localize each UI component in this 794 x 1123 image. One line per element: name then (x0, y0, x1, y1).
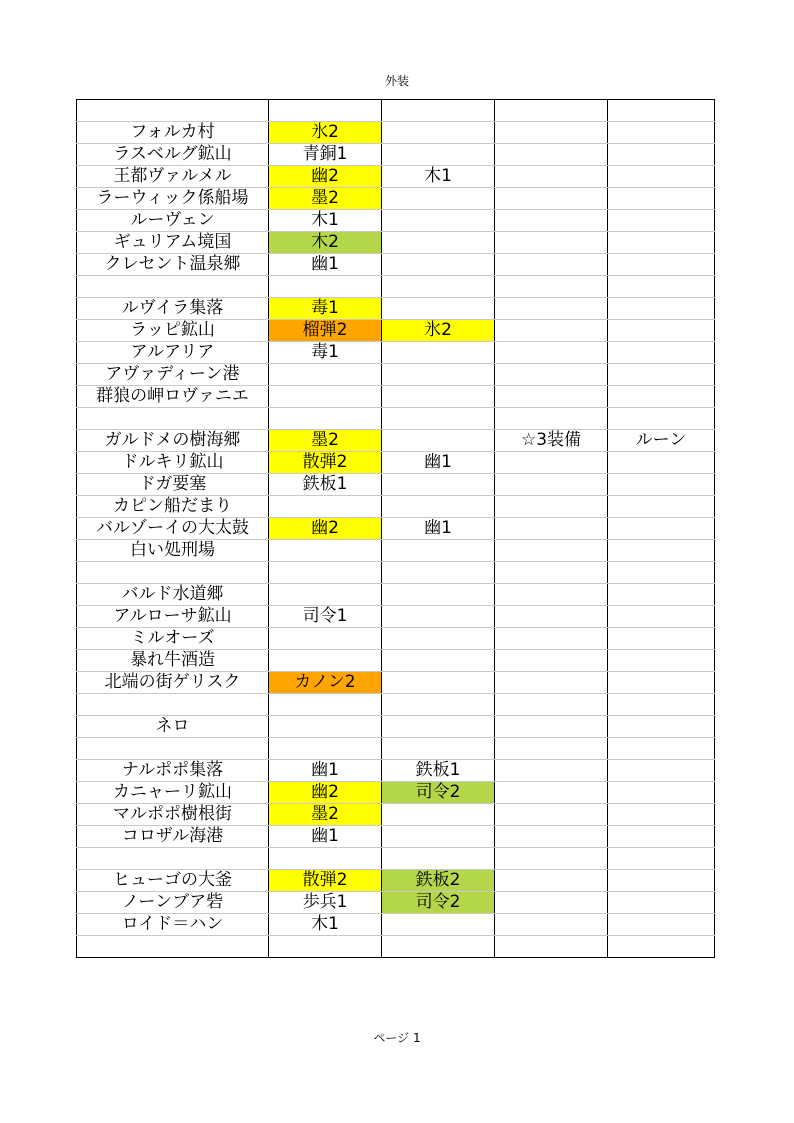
value-cell[interactable] (382, 430, 495, 452)
table-row (77, 276, 715, 298)
value-cell[interactable] (608, 870, 715, 892)
table-row (77, 562, 715, 584)
table-row (77, 364, 715, 386)
value-cell[interactable] (495, 540, 608, 562)
value-cell[interactable] (495, 804, 608, 826)
value-cell[interactable] (495, 650, 608, 672)
value-cell[interactable] (495, 452, 608, 474)
value-cell[interactable] (608, 694, 715, 716)
value-cell[interactable]: 毒1 (269, 298, 382, 320)
value-cell[interactable]: 青銅1 (269, 144, 382, 166)
value-cell[interactable] (382, 936, 495, 958)
value-cell[interactable] (495, 276, 608, 298)
value-cell[interactable] (382, 650, 495, 672)
value-cell[interactable] (608, 936, 715, 958)
location-name-cell[interactable]: ラッピ鉱山 (77, 320, 269, 342)
value-cell[interactable] (608, 562, 715, 584)
value-cell[interactable] (495, 166, 608, 188)
value-cell[interactable] (495, 210, 608, 232)
table-row (77, 694, 715, 716)
value-cell[interactable] (495, 518, 608, 540)
value-cell[interactable] (495, 628, 608, 650)
value-cell[interactable] (495, 188, 608, 210)
value-cell[interactable] (608, 914, 715, 936)
value-cell[interactable] (269, 936, 382, 958)
value-cell[interactable] (608, 386, 715, 408)
value-cell[interactable] (608, 452, 715, 474)
location-name-cell[interactable]: アルローサ鉱山 (77, 606, 269, 628)
location-name-cell[interactable]: ミルオーズ (77, 628, 269, 650)
table-row (77, 672, 715, 694)
value-cell[interactable] (269, 562, 382, 584)
table-row (77, 540, 715, 562)
location-name-cell[interactable]: カニャーリ鉱山 (77, 782, 269, 804)
location-name-cell[interactable]: クレセント温泉郷 (77, 254, 269, 276)
table-row (77, 628, 715, 650)
location-name-cell[interactable]: ナルポポ集落 (77, 760, 269, 782)
value-cell[interactable] (495, 144, 608, 166)
value-cell[interactable] (269, 848, 382, 870)
value-cell[interactable]: ☆3装備 (495, 430, 608, 452)
value-cell[interactable]: 司令1 (269, 606, 382, 628)
value-cell[interactable]: 毒1 (269, 342, 382, 364)
location-name-cell[interactable] (77, 408, 269, 430)
value-cell[interactable] (608, 584, 715, 606)
value-cell[interactable] (608, 892, 715, 914)
table-row (77, 320, 715, 342)
value-cell[interactable]: 鉄板1 (382, 760, 495, 782)
value-cell[interactable] (269, 408, 382, 430)
table-row (77, 826, 715, 848)
value-cell[interactable] (495, 694, 608, 716)
table-row (77, 100, 715, 122)
value-cell[interactable]: 幽2 (269, 518, 382, 540)
value-cell[interactable] (495, 848, 608, 870)
value-cell[interactable] (382, 848, 495, 870)
value-cell[interactable] (608, 760, 715, 782)
value-cell[interactable] (382, 738, 495, 760)
value-cell[interactable]: 幽2 (269, 166, 382, 188)
value-cell[interactable] (495, 232, 608, 254)
value-cell[interactable]: 幽1 (269, 254, 382, 276)
value-cell[interactable] (382, 562, 495, 584)
location-name-cell[interactable]: ヒューゴの大釜 (77, 870, 269, 892)
value-cell[interactable] (269, 540, 382, 562)
value-cell[interactable]: 榴弾2 (269, 320, 382, 342)
table-row (77, 452, 715, 474)
location-name-cell[interactable]: ドガ要塞 (77, 474, 269, 496)
value-cell[interactable] (495, 562, 608, 584)
location-name-cell[interactable]: 北端の街ゲリスク (77, 672, 269, 694)
table-row (77, 496, 715, 518)
value-cell[interactable] (382, 386, 495, 408)
value-cell[interactable] (495, 342, 608, 364)
value-cell[interactable]: ルーン (608, 430, 715, 452)
table-row (77, 914, 715, 936)
table-row (77, 870, 715, 892)
value-cell[interactable]: 氷2 (382, 320, 495, 342)
value-cell[interactable] (269, 716, 382, 738)
value-cell[interactable] (608, 474, 715, 496)
value-cell[interactable] (382, 826, 495, 848)
value-cell[interactable]: 木2 (269, 232, 382, 254)
value-cell[interactable] (495, 870, 608, 892)
value-cell[interactable] (608, 232, 715, 254)
value-cell[interactable] (382, 364, 495, 386)
value-cell[interactable] (495, 122, 608, 144)
location-name-cell[interactable]: ノーンブア砦 (77, 892, 269, 914)
location-name-cell[interactable] (77, 562, 269, 584)
value-cell[interactable] (608, 628, 715, 650)
value-cell[interactable] (495, 672, 608, 694)
location-name-cell[interactable] (77, 936, 269, 958)
value-cell[interactable]: 鉄板2 (382, 870, 495, 892)
value-cell[interactable] (608, 518, 715, 540)
value-cell[interactable] (382, 232, 495, 254)
table-row (77, 892, 715, 914)
value-cell[interactable] (608, 188, 715, 210)
value-cell[interactable] (608, 716, 715, 738)
value-cell[interactable]: 木1 (382, 166, 495, 188)
value-cell[interactable] (269, 276, 382, 298)
location-name-cell[interactable]: カピン船だまり (77, 496, 269, 518)
value-cell[interactable] (382, 144, 495, 166)
table-row (77, 144, 715, 166)
value-cell[interactable] (608, 606, 715, 628)
value-cell[interactable] (608, 826, 715, 848)
table-row (77, 782, 715, 804)
table-row (77, 738, 715, 760)
value-cell[interactable] (608, 540, 715, 562)
value-cell[interactable]: 墨2 (269, 188, 382, 210)
table-row (77, 584, 715, 606)
value-cell[interactable]: 墨2 (269, 430, 382, 452)
value-cell[interactable] (495, 914, 608, 936)
value-cell[interactable] (495, 760, 608, 782)
value-cell[interactable] (495, 100, 608, 122)
value-cell[interactable] (495, 892, 608, 914)
location-name-cell[interactable]: 暴れ牛酒造 (77, 650, 269, 672)
value-cell[interactable] (382, 540, 495, 562)
location-name-cell[interactable] (77, 848, 269, 870)
location-name-cell[interactable]: コロザル海港 (77, 826, 269, 848)
table-row (77, 122, 715, 144)
value-cell[interactable] (608, 100, 715, 122)
page-footer: ページ 1 (373, 1031, 421, 1045)
value-cell[interactable] (495, 320, 608, 342)
value-cell[interactable]: 散弾2 (269, 452, 382, 474)
value-cell[interactable]: 木1 (269, 914, 382, 936)
table-row (77, 936, 715, 958)
table-row (77, 474, 715, 496)
value-cell[interactable]: 散弾2 (269, 870, 382, 892)
value-cell[interactable] (495, 826, 608, 848)
table-row (77, 232, 715, 254)
value-cell[interactable]: 司令2 (382, 782, 495, 804)
value-cell[interactable] (269, 738, 382, 760)
value-cell[interactable] (495, 716, 608, 738)
value-cell[interactable] (269, 496, 382, 518)
value-cell[interactable] (382, 474, 495, 496)
table-row (77, 254, 715, 276)
location-name-cell[interactable]: 白い処刑場 (77, 540, 269, 562)
location-name-cell[interactable]: ルーヴェン (77, 210, 269, 232)
value-cell[interactable] (382, 628, 495, 650)
value-cell[interactable] (382, 914, 495, 936)
location-name-cell[interactable] (77, 694, 269, 716)
location-name-cell[interactable]: ルヴイラ集落 (77, 298, 269, 320)
value-cell[interactable]: 幽1 (269, 760, 382, 782)
value-cell[interactable] (608, 342, 715, 364)
table-row (77, 386, 715, 408)
value-cell[interactable] (382, 694, 495, 716)
value-cell[interactable] (608, 364, 715, 386)
value-cell[interactable] (382, 100, 495, 122)
table-row (77, 650, 715, 672)
table-body (77, 100, 715, 958)
location-name-cell[interactable] (77, 738, 269, 760)
value-cell[interactable]: 氷2 (269, 122, 382, 144)
value-cell[interactable] (269, 100, 382, 122)
value-cell[interactable] (382, 254, 495, 276)
value-cell[interactable] (495, 364, 608, 386)
table-row (77, 760, 715, 782)
table-row (77, 804, 715, 826)
value-cell[interactable] (495, 782, 608, 804)
location-name-cell[interactable]: ネロ (77, 716, 269, 738)
value-cell[interactable] (608, 122, 715, 144)
value-cell[interactable] (608, 804, 715, 826)
location-name-cell[interactable]: ロイド＝ハン (77, 914, 269, 936)
location-name-cell[interactable]: ラーウィック係船場 (77, 188, 269, 210)
spreadsheet-table (76, 99, 715, 958)
table-row (77, 188, 715, 210)
value-cell[interactable] (608, 408, 715, 430)
location-name-cell[interactable]: マルポポ樹根街 (77, 804, 269, 826)
value-cell[interactable] (269, 386, 382, 408)
value-cell[interactable] (608, 210, 715, 232)
location-name-cell[interactable]: ラスベルグ鉱山 (77, 144, 269, 166)
location-name-cell[interactable]: バルゾーイの大太鼓 (77, 518, 269, 540)
value-cell[interactable] (608, 320, 715, 342)
page-header: 外装 (384, 74, 409, 88)
value-cell[interactable] (382, 188, 495, 210)
location-name-cell[interactable]: 王都ヴァルメル (77, 166, 269, 188)
value-cell[interactable] (382, 606, 495, 628)
location-name-cell[interactable]: フォルカ村 (77, 122, 269, 144)
value-cell[interactable] (382, 122, 495, 144)
location-name-cell[interactable]: ギュリアム境国 (77, 232, 269, 254)
value-cell[interactable] (382, 804, 495, 826)
location-name-cell[interactable]: ドルキリ鉱山 (77, 452, 269, 474)
table-row (77, 606, 715, 628)
table-row (77, 518, 715, 540)
value-cell[interactable] (608, 496, 715, 518)
location-name-cell[interactable]: アヴァディーン港 (77, 364, 269, 386)
value-cell[interactable]: 鉄板1 (269, 474, 382, 496)
value-cell[interactable] (495, 474, 608, 496)
value-cell[interactable]: 幽1 (382, 452, 495, 474)
value-cell[interactable] (608, 298, 715, 320)
value-cell[interactable] (495, 936, 608, 958)
location-name-cell[interactable]: 群狼の岬ロヴァニエ (77, 386, 269, 408)
value-cell[interactable] (495, 298, 608, 320)
value-cell[interactable] (269, 694, 382, 716)
value-cell[interactable]: 司令2 (382, 892, 495, 914)
table-row (77, 716, 715, 738)
value-cell[interactable] (495, 254, 608, 276)
value-cell[interactable] (608, 650, 715, 672)
value-cell[interactable] (382, 276, 495, 298)
value-cell[interactable] (495, 606, 608, 628)
table-row (77, 430, 715, 452)
value-cell[interactable] (382, 298, 495, 320)
value-cell[interactable] (495, 496, 608, 518)
table-row (77, 298, 715, 320)
table-row (77, 342, 715, 364)
location-name-cell[interactable] (77, 100, 269, 122)
value-cell[interactable] (608, 672, 715, 694)
value-cell[interactable] (269, 584, 382, 606)
value-cell[interactable]: 幽1 (382, 518, 495, 540)
value-cell[interactable]: 幽1 (269, 826, 382, 848)
value-cell[interactable] (382, 584, 495, 606)
value-cell[interactable] (608, 144, 715, 166)
value-cell[interactable]: 幽2 (269, 782, 382, 804)
value-cell[interactable]: 墨2 (269, 804, 382, 826)
table-row (77, 848, 715, 870)
value-cell[interactable] (608, 848, 715, 870)
table-row (77, 408, 715, 430)
value-cell[interactable] (382, 496, 495, 518)
value-cell[interactable] (495, 408, 608, 430)
value-cell[interactable]: カノン2 (269, 672, 382, 694)
value-cell[interactable] (608, 254, 715, 276)
value-cell[interactable]: 木1 (269, 210, 382, 232)
value-cell[interactable] (608, 276, 715, 298)
value-cell[interactable] (608, 166, 715, 188)
value-cell[interactable] (495, 584, 608, 606)
value-cell[interactable]: 歩兵1 (269, 892, 382, 914)
value-cell[interactable] (269, 628, 382, 650)
value-cell[interactable] (495, 738, 608, 760)
location-name-cell[interactable]: ガルドメの樹海郷 (77, 430, 269, 452)
value-cell[interactable] (608, 738, 715, 760)
value-cell[interactable] (382, 716, 495, 738)
value-cell[interactable] (382, 210, 495, 232)
location-name-cell[interactable]: バルド水道郷 (77, 584, 269, 606)
value-cell[interactable] (382, 342, 495, 364)
value-cell[interactable] (608, 782, 715, 804)
value-cell[interactable] (382, 408, 495, 430)
table-row (77, 166, 715, 188)
value-cell[interactable] (382, 672, 495, 694)
value-cell[interactable] (495, 386, 608, 408)
table-row (77, 210, 715, 232)
value-cell[interactable] (269, 364, 382, 386)
location-name-cell[interactable]: アルアリア (77, 342, 269, 364)
value-cell[interactable] (269, 650, 382, 672)
location-name-cell[interactable] (77, 276, 269, 298)
